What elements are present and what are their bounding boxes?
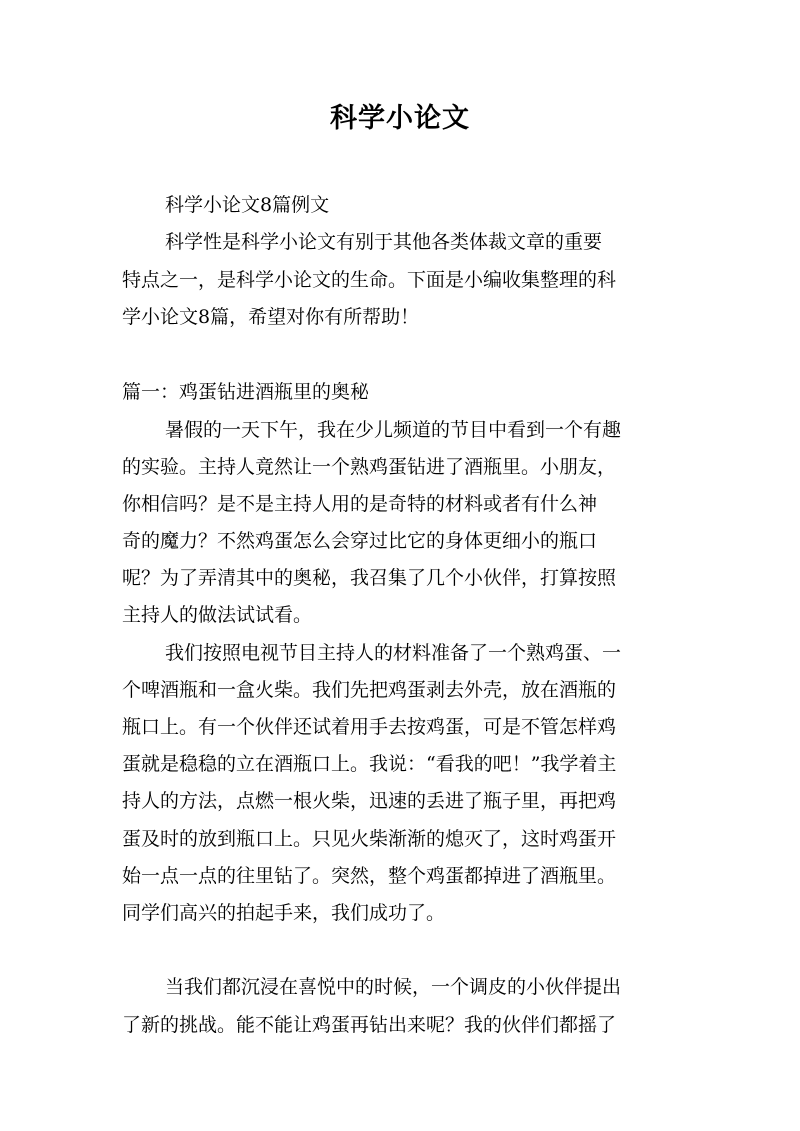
section-heading: 篇一：鸡蛋钻进酒瓶里的奥秘 bbox=[122, 381, 370, 403]
intro-text-line: 特点之一，是科学小论文的生命。下面是小编收集整理的科 bbox=[122, 269, 617, 291]
paragraph-line: 始一点一点的往里钻了。突然，整个鸡蛋都掉进了酒瓶里。 bbox=[122, 865, 617, 887]
paragraph-line: 呢？为了弄清其中的奥秘，我召集了几个小伙伴，打算按照 bbox=[122, 567, 617, 589]
paragraph-line: 个啤酒瓶和一盒火柴。我们先把鸡蛋剥去外壳，放在酒瓶的 bbox=[122, 679, 617, 701]
paragraph-line: 蛋就是稳稳的立在酒瓶口上。我说：“看我的吧！”我学着主 bbox=[122, 753, 617, 775]
intro-subtitle: 科学小论文8篇例文 bbox=[165, 194, 330, 216]
intro-text-line: 科学性是科学小论文有别于其他各类体裁文章的重要 bbox=[165, 231, 603, 253]
paragraph-line: 奇的魔力？不然鸡蛋怎么会穿过比它的身体更细小的瓶口 bbox=[122, 530, 598, 552]
paragraph-line: 主持人的做法试试看。 bbox=[122, 604, 313, 626]
paragraph-line: 暑假的一天下午，我在少儿频道的节目中看到一个有趣 bbox=[165, 419, 622, 441]
paragraph-line: 的实验。主持人竟然让一个熟鸡蛋钻进了酒瓶里。小朋友， bbox=[122, 456, 617, 478]
paragraph-line: 瓶口上。有一个伙伴还试着用手去按鸡蛋，可是不管怎样鸡 bbox=[122, 716, 617, 738]
paragraph-line: 当我们都沉浸在喜悦中的时候，一个调皮的小伙伴提出 bbox=[165, 976, 622, 998]
paragraph-line: 蛋及时的放到瓶口上。只见火柴渐渐的熄灭了，这时鸡蛋开 bbox=[122, 828, 617, 850]
paragraph-line: 我们按照电视节目主持人的材料准备了一个熟鸡蛋、一 bbox=[165, 642, 622, 664]
paragraph-line: 同学们高兴的拍起手来，我们成功了。 bbox=[122, 902, 446, 924]
document-title: 科学小论文 bbox=[330, 103, 470, 134]
paragraph-line: 了新的挑战。能不能让鸡蛋再钻出来呢？我的伙伴们都摇了 bbox=[122, 1014, 617, 1036]
intro-text-line: 学小论文8篇，希望对你有所帮助！ bbox=[122, 306, 420, 328]
paragraph-line: 持人的方法，点燃一根火柴，迅速的丢进了瓶子里，再把鸡 bbox=[122, 790, 617, 812]
paragraph-line: 你相信吗？是不是主持人用的是奇特的材料或者有什么神 bbox=[122, 493, 598, 515]
